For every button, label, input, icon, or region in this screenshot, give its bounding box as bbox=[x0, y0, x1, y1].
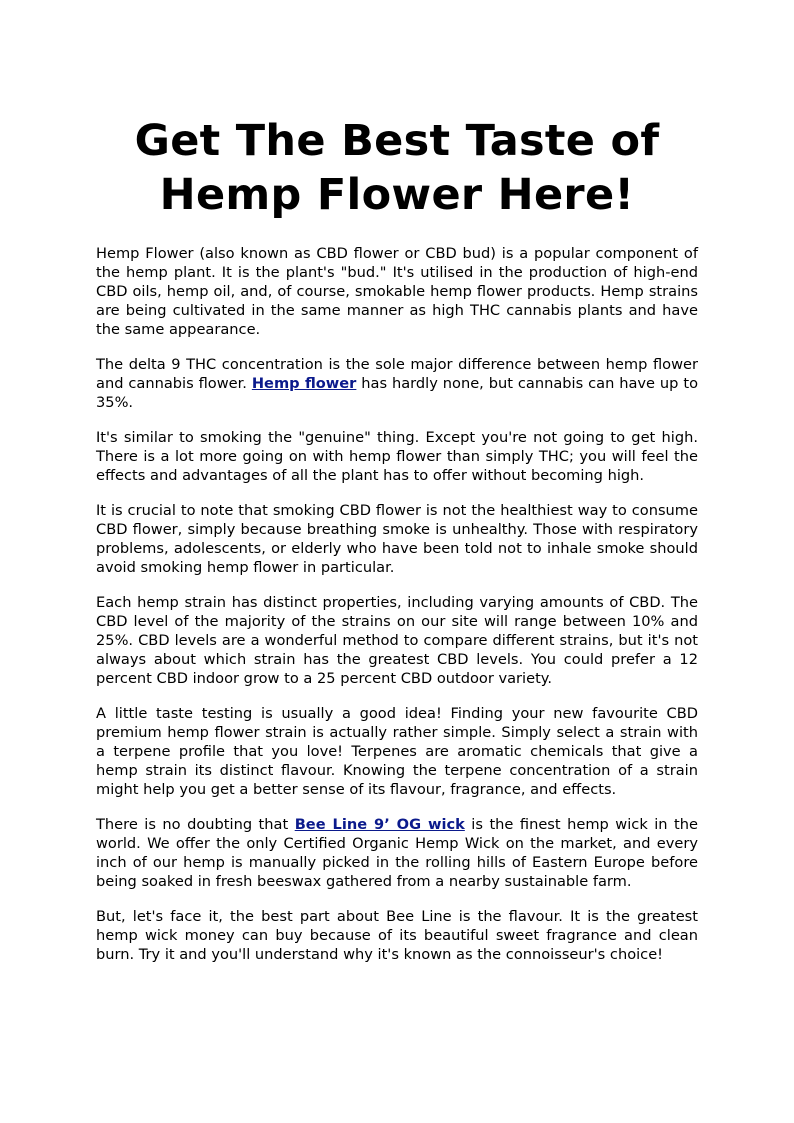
paragraph-text: There is no doubting that bbox=[96, 816, 295, 833]
paragraph-text: is the finest hemp wick in the world. We offer the only Certified Organic Hemp Wick on the market, and every inch of our hemp is manually picked in the rolling hills of Eastern Europe before being soaked in fresh beeswax gathered from a nearby sustainable farm. bbox=[96, 816, 698, 890]
paragraph-beeline bbox=[96, 815, 698, 891]
paragraph-strains: Each hemp strain has distinct properties, including varying amounts of CBD. The CBD level of the majority of the strains on our site will range between 10% and 25%. CBD levels are a wonderful method to compare different strains, but it's not always about which strain has the greatest CBD levels. You could prefer a 12 percent CBD indoor grow to a 25 percent CBD outdoor variety. bbox=[96, 594, 698, 687]
paragraph-flavour: But, let's face it, the best part about Bee Line is the flavour. It is the greatest hemp wick money can buy because of its beautiful sweet fragrance and clean burn. Try it and you'll understand why it's known as the connoisseur's choice! bbox=[96, 908, 698, 963]
hemp-flower-link[interactable]: Hemp flower bbox=[251, 375, 357, 392]
bee-line-wick-link[interactable]: Bee Line 9’ OG wick bbox=[294, 816, 465, 833]
paragraph-thc bbox=[96, 355, 698, 412]
paragraph-health: It is crucial to note that smoking CBD flower is not the healthiest way to consume CBD flower, simply because breathing smoke is unhealthy. Those with respiratory problems, adolescents, or elderly who have been told not to inhale smoke should avoid smoking hemp flower in particular. bbox=[96, 502, 698, 576]
paragraph-text: has hardly none, but cannabis can have up to 35%. bbox=[96, 375, 698, 411]
page-title: Get The Best Taste of Hemp Flower Here! bbox=[134, 116, 660, 220]
paragraph-text: The delta 9 THC concentration is the sole major difference between hemp flower and cannabis flower. bbox=[96, 356, 698, 392]
paragraph-intro: Hemp Flower (also known as CBD flower or CBD bud) is a popular component of the hemp plant. It is the plant's "bud." It's utilised in the production of high-end CBD oils, hemp oil, and, of course, smokable hemp flower products. Hemp strains are being cultivated in the same manner as high THC cannabis plants and have the same appearance. bbox=[96, 245, 698, 338]
paragraph-terpenes: A little taste testing is usually a good idea! Finding your new favourite CBD premium hemp flower strain is actually rather simple. Simply select a strain with a terpene profile that you love! Terpenes are aromatic chemicals that give a hemp strain its distinct flavour. Knowing the terpene concentration of a strain might help you get a better sense of its flavour, fragrance, and effects. bbox=[96, 705, 698, 798]
document-page bbox=[96, 114, 698, 980]
paragraph-smoking: It's similar to smoking the "genuine" thing. Except you're not going to get high. There is a lot more going on with hemp flower than simply THC; you will feel the effects and advantages of all the plant has to offer without becoming high. bbox=[96, 429, 698, 484]
